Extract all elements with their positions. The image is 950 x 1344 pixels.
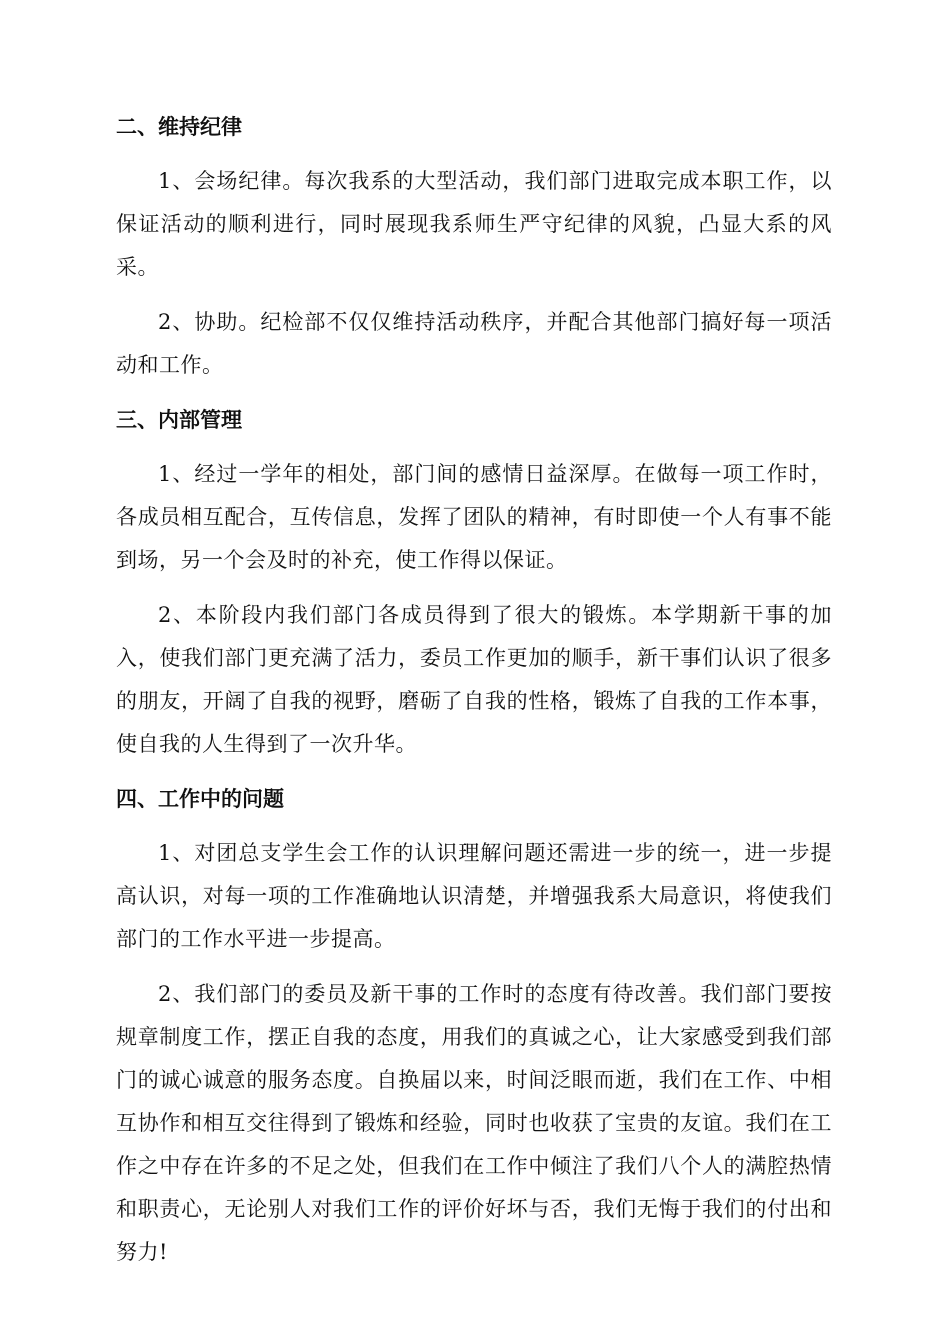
paragraph: 1、经过一学年的相处，部门间的感情日益深厚。在做每一项工作时，各成员相互配合，互传信息，发挥了团队的精神，有时即使一个人有事不能到场，另一个会及时的补充，使工作得以保证。: [116, 462, 832, 572]
section-heading: 二、维持纪律: [116, 115, 242, 139]
paragraph: 1、会场纪律。每次我系的大型活动，我们部门进取完成本职工作，以保证活动的顺利进行，同时展现我系师生严守纪律的风貌，凸显大系的风采。: [116, 169, 832, 279]
section-internal-management: [116, 399, 832, 766]
paragraph: 2、我们部门的委员及新干事的工作时的态度有待改善。我们部门要按规章制度工作，摆正自我的态度，用我们的真诚之心，让大家感受到我们部门的诚心诚意的服务态度。自换届以来，时间泛眼而逝，我们在工作、中相互协作和相互交往得到了锻炼和经验，同时也收获了宝贵的友谊。我们在工作之中存在许多的不足之处，但我们在工作中倾注了我们八个人的满腔热情和职责心，无论别人对我们工作的评价好坏与否，我们无悔于我们的付出和努力!: [116, 982, 832, 1264]
paragraph: 1、对团总支学生会工作的认识理解问题还需进一步的统一，进一步提高认识，对每一项的工作准确地认识清楚，并增强我系大局意识，将使我们部门的工作水平进一步提高。: [116, 841, 832, 951]
document-page: [116, 106, 832, 1286]
section-heading: 四、工作中的问题: [116, 787, 284, 811]
paragraph: 2、本阶段内我们部门各成员得到了很大的锻炼。本学期新干事的加入，使我们部门更充满了活力，委员工作更加的顺手，新干事们认识了很多的朋友，开阔了自我的视野，磨砺了自我的性格，锻炼了自我的工作本事，使自我的人生得到了一次升华。: [116, 603, 832, 756]
paragraph: 2、协助。纪检部不仅仅维持活动秩序，并配合其他部门搞好每一项活动和工作。: [116, 310, 832, 377]
section-discipline: [116, 106, 832, 387]
section-problems: [116, 778, 832, 1274]
section-heading: 三、内部管理: [116, 408, 242, 432]
